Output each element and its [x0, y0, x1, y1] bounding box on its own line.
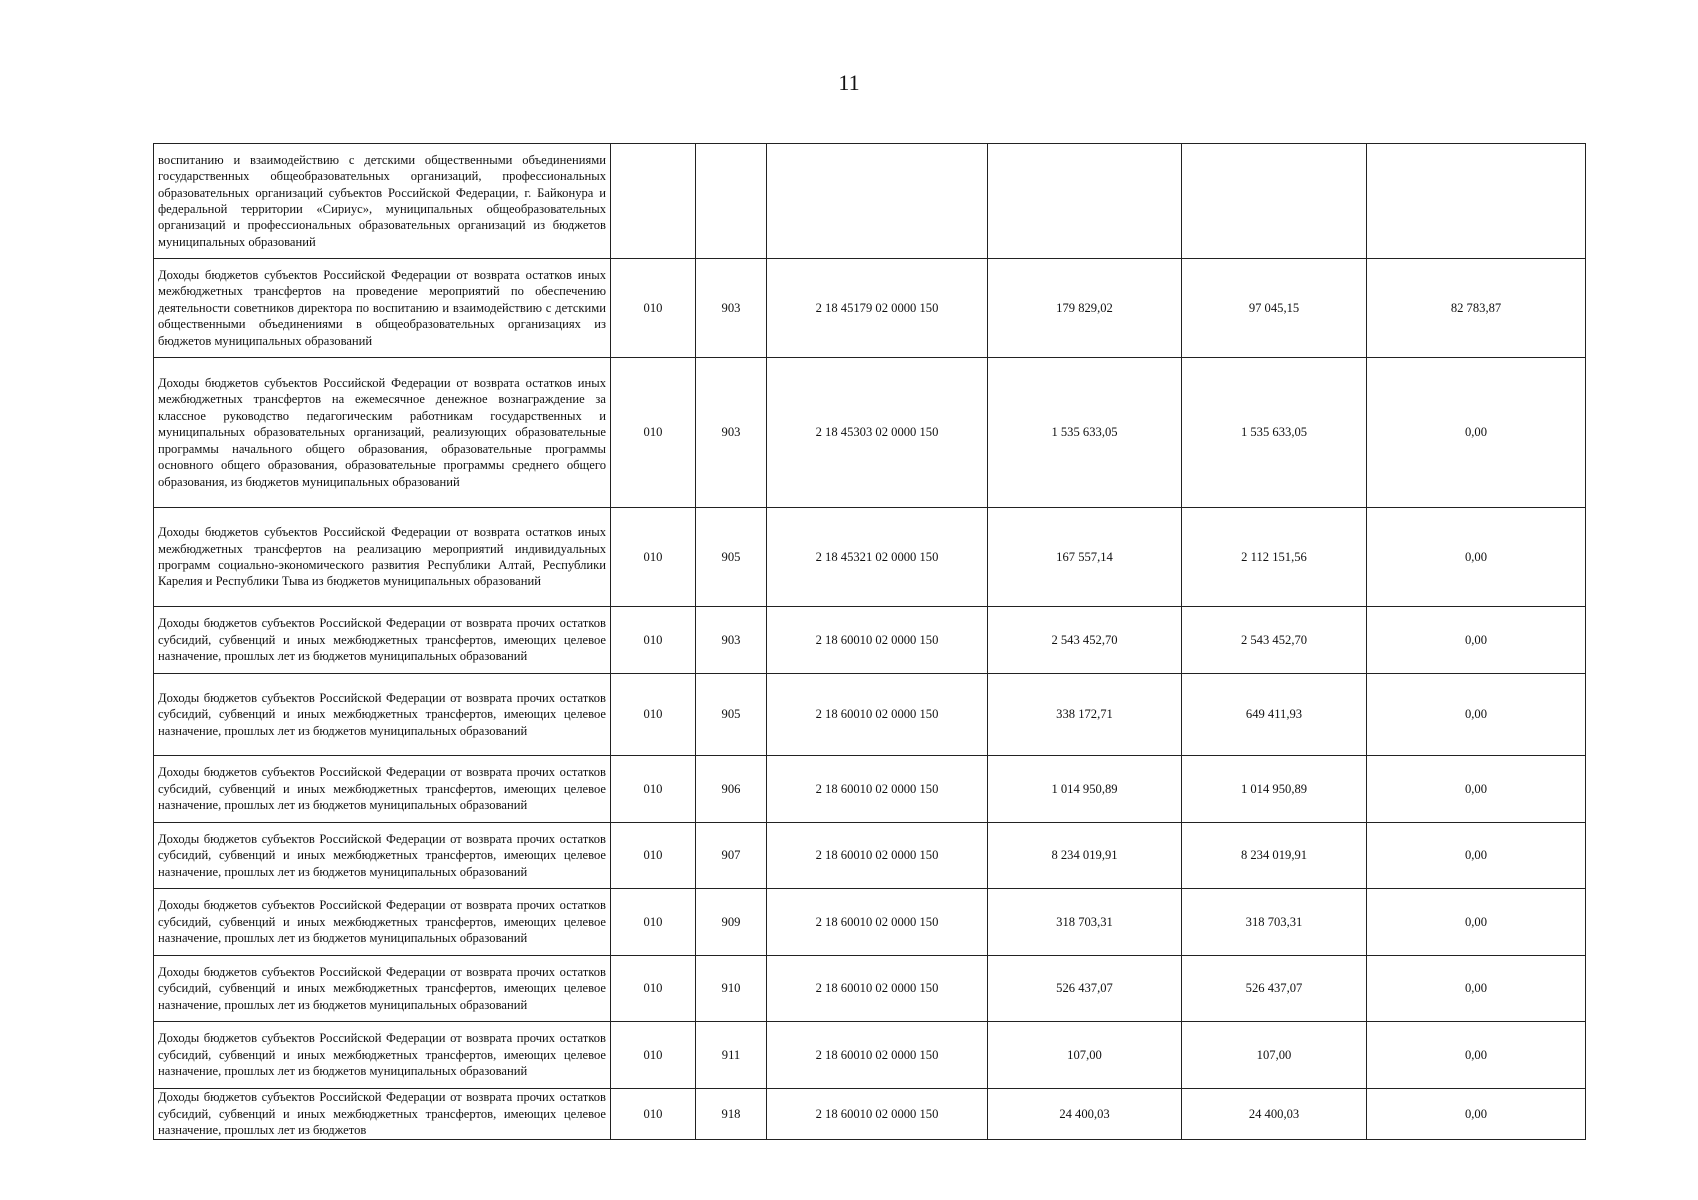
row-code-2: 910 — [696, 956, 767, 1022]
row-amount-3: 0,00 — [1367, 1089, 1586, 1140]
row-code-2: 905 — [696, 508, 767, 607]
row-kbk: 2 18 45321 02 0000 150 — [767, 508, 988, 607]
row-code-1: 010 — [611, 674, 696, 756]
row-amount-1: 8 234 019,91 — [988, 823, 1182, 889]
row-description: Доходы бюджетов субъектов Российской Федерации от возврата прочих остатков субсидий, субвенций и иных межбюджетных трансфертов, имеющих целевое назначение, прошлых лет из бюджетов муниципальных образований — [154, 607, 611, 674]
table-row — [154, 1022, 1586, 1089]
row-code-2: 903 — [696, 259, 767, 358]
row-code-2 — [696, 144, 767, 259]
row-amount-1: 107,00 — [988, 1022, 1182, 1089]
row-code-1: 010 — [611, 1089, 696, 1140]
row-amount-1: 2 543 452,70 — [988, 607, 1182, 674]
row-code-1: 010 — [611, 259, 696, 358]
table-row — [154, 1089, 1586, 1140]
row-amount-3: 0,00 — [1367, 607, 1586, 674]
row-amount-3: 0,00 — [1367, 956, 1586, 1022]
row-description: Доходы бюджетов субъектов Российской Федерации от возврата прочих остатков субсидий, субвенций и иных межбюджетных трансфертов, имеющих целевое назначение, прошлых лет из бюджетов муниципальных образований — [154, 889, 611, 956]
table-row — [154, 756, 1586, 823]
row-amount-1 — [988, 144, 1182, 259]
table-row — [154, 259, 1586, 358]
row-amount-2 — [1182, 144, 1367, 259]
row-code-1: 010 — [611, 756, 696, 823]
row-kbk: 2 18 60010 02 0000 150 — [767, 823, 988, 889]
row-description: Доходы бюджетов субъектов Российской Федерации от возврата прочих остатков субсидий, субвенций и иных межбюджетных трансфертов, имеющих целевое назначение, прошлых лет из бюджетов муниципальных образований — [154, 956, 611, 1022]
row-amount-3: 0,00 — [1367, 508, 1586, 607]
row-amount-2: 318 703,31 — [1182, 889, 1367, 956]
row-amount-2: 649 411,93 — [1182, 674, 1367, 756]
row-description: Доходы бюджетов субъектов Российской Федерации от возврата прочих остатков субсидий, субвенций и иных межбюджетных трансфертов, имеющих целевое назначение, прошлых лет из бюджетов — [154, 1089, 611, 1140]
table-row — [154, 144, 1586, 259]
table-row — [154, 607, 1586, 674]
table-row — [154, 823, 1586, 889]
row-amount-1: 526 437,07 — [988, 956, 1182, 1022]
row-amount-2: 2 543 452,70 — [1182, 607, 1367, 674]
table-row — [154, 889, 1586, 956]
row-amount-1: 179 829,02 — [988, 259, 1182, 358]
row-kbk: 2 18 45303 02 0000 150 — [767, 358, 988, 508]
row-code-2: 903 — [696, 607, 767, 674]
row-amount-2: 2 112 151,56 — [1182, 508, 1367, 607]
row-code-1: 010 — [611, 607, 696, 674]
row-amount-2: 24 400,03 — [1182, 1089, 1367, 1140]
row-amount-2: 107,00 — [1182, 1022, 1367, 1089]
row-amount-3: 0,00 — [1367, 823, 1586, 889]
row-amount-1: 24 400,03 — [988, 1089, 1182, 1140]
row-code-2: 906 — [696, 756, 767, 823]
row-code-2: 918 — [696, 1089, 767, 1140]
row-code-1: 010 — [611, 823, 696, 889]
table-row — [154, 358, 1586, 508]
row-code-1: 010 — [611, 956, 696, 1022]
row-amount-3 — [1367, 144, 1586, 259]
row-kbk: 2 18 60010 02 0000 150 — [767, 889, 988, 956]
row-kbk — [767, 144, 988, 259]
row-amount-1: 1 014 950,89 — [988, 756, 1182, 823]
row-code-2: 909 — [696, 889, 767, 956]
row-code-2: 903 — [696, 358, 767, 508]
page-number: 11 — [838, 70, 860, 95]
row-amount-2: 97 045,15 — [1182, 259, 1367, 358]
row-amount-2: 8 234 019,91 — [1182, 823, 1367, 889]
row-kbk: 2 18 45179 02 0000 150 — [767, 259, 988, 358]
row-kbk: 2 18 60010 02 0000 150 — [767, 756, 988, 823]
row-amount-3: 0,00 — [1367, 889, 1586, 956]
row-kbk: 2 18 60010 02 0000 150 — [767, 1022, 988, 1089]
row-description: воспитанию и взаимодействию с детскими общественными объединениями государственных общеобразовательных организаций, профессиональных образовательных организаций субъектов Российской Федерации, г. Байконура и федеральной территории «Сириус», муниципальных общеобразовательных организаций и профессиональных образовательных организаций из бюджетов муниципальных образований — [154, 144, 611, 259]
row-amount-1: 1 535 633,05 — [988, 358, 1182, 508]
row-description: Доходы бюджетов субъектов Российской Федерации от возврата остатков иных межбюджетных трансфертов на ежемесячное денежное вознаграждение за классное руководство педагогическим работникам государственных и муниципальных образовательных организаций, реализующих образовательные программы начального общего образования, образовательные программы основного общего образования, образовательные программы среднего общего образования, из бюджетов муниципальных образований — [154, 358, 611, 508]
row-description: Доходы бюджетов субъектов Российской Федерации от возврата прочих остатков субсидий, субвенций и иных межбюджетных трансфертов, имеющих целевое назначение, прошлых лет из бюджетов муниципальных образований — [154, 1022, 611, 1089]
row-kbk: 2 18 60010 02 0000 150 — [767, 674, 988, 756]
row-kbk: 2 18 60010 02 0000 150 — [767, 607, 988, 674]
row-amount-3: 0,00 — [1367, 756, 1586, 823]
row-code-2: 911 — [696, 1022, 767, 1089]
row-description: Доходы бюджетов субъектов Российской Федерации от возврата остатков иных межбюджетных трансфертов на реализацию мероприятий индивидуальных программ социально-экономического развития Республики Алтай, Республики Карелия и Республики Тыва из бюджетов муниципальных образований — [154, 508, 611, 607]
table-row — [154, 956, 1586, 1022]
table-row — [154, 508, 1586, 607]
row-code-1: 010 — [611, 1022, 696, 1089]
row-amount-2: 526 437,07 — [1182, 956, 1367, 1022]
row-code-1: 010 — [611, 508, 696, 607]
row-amount-2: 1 014 950,89 — [1182, 756, 1367, 823]
row-amount-3: 0,00 — [1367, 674, 1586, 756]
revenue-table — [153, 143, 1586, 1140]
row-description: Доходы бюджетов субъектов Российской Федерации от возврата прочих остатков субсидий, субвенций и иных межбюджетных трансфертов, имеющих целевое назначение, прошлых лет из бюджетов муниципальных образований — [154, 756, 611, 823]
row-code-2: 907 — [696, 823, 767, 889]
row-amount-3: 0,00 — [1367, 1022, 1586, 1089]
row-description: Доходы бюджетов субъектов Российской Федерации от возврата прочих остатков субсидий, субвенций и иных межбюджетных трансфертов, имеющих целевое назначение, прошлых лет из бюджетов муниципальных образований — [154, 674, 611, 756]
row-amount-1: 338 172,71 — [988, 674, 1182, 756]
row-amount-1: 318 703,31 — [988, 889, 1182, 956]
row-code-1: 010 — [611, 889, 696, 956]
row-kbk: 2 18 60010 02 0000 150 — [767, 956, 988, 1022]
row-code-2: 905 — [696, 674, 767, 756]
row-amount-1: 167 557,14 — [988, 508, 1182, 607]
row-description: Доходы бюджетов субъектов Российской Федерации от возврата прочих остатков субсидий, субвенций и иных межбюджетных трансфертов, имеющих целевое назначение, прошлых лет из бюджетов муниципальных образований — [154, 823, 611, 889]
row-amount-3: 82 783,87 — [1367, 259, 1586, 358]
row-amount-2: 1 535 633,05 — [1182, 358, 1367, 508]
row-code-1 — [611, 144, 696, 259]
row-kbk: 2 18 60010 02 0000 150 — [767, 1089, 988, 1140]
row-code-1: 010 — [611, 358, 696, 508]
row-description: Доходы бюджетов субъектов Российской Федерации от возврата остатков иных межбюджетных трансфертов на проведение мероприятий по обеспечению деятельности советников директора по воспитанию и взаимодействию с детскими общественными объединениями в общеобразовательных организациях из бюджетов муниципальных образований — [154, 259, 611, 358]
table-row — [154, 674, 1586, 756]
row-amount-3: 0,00 — [1367, 358, 1586, 508]
